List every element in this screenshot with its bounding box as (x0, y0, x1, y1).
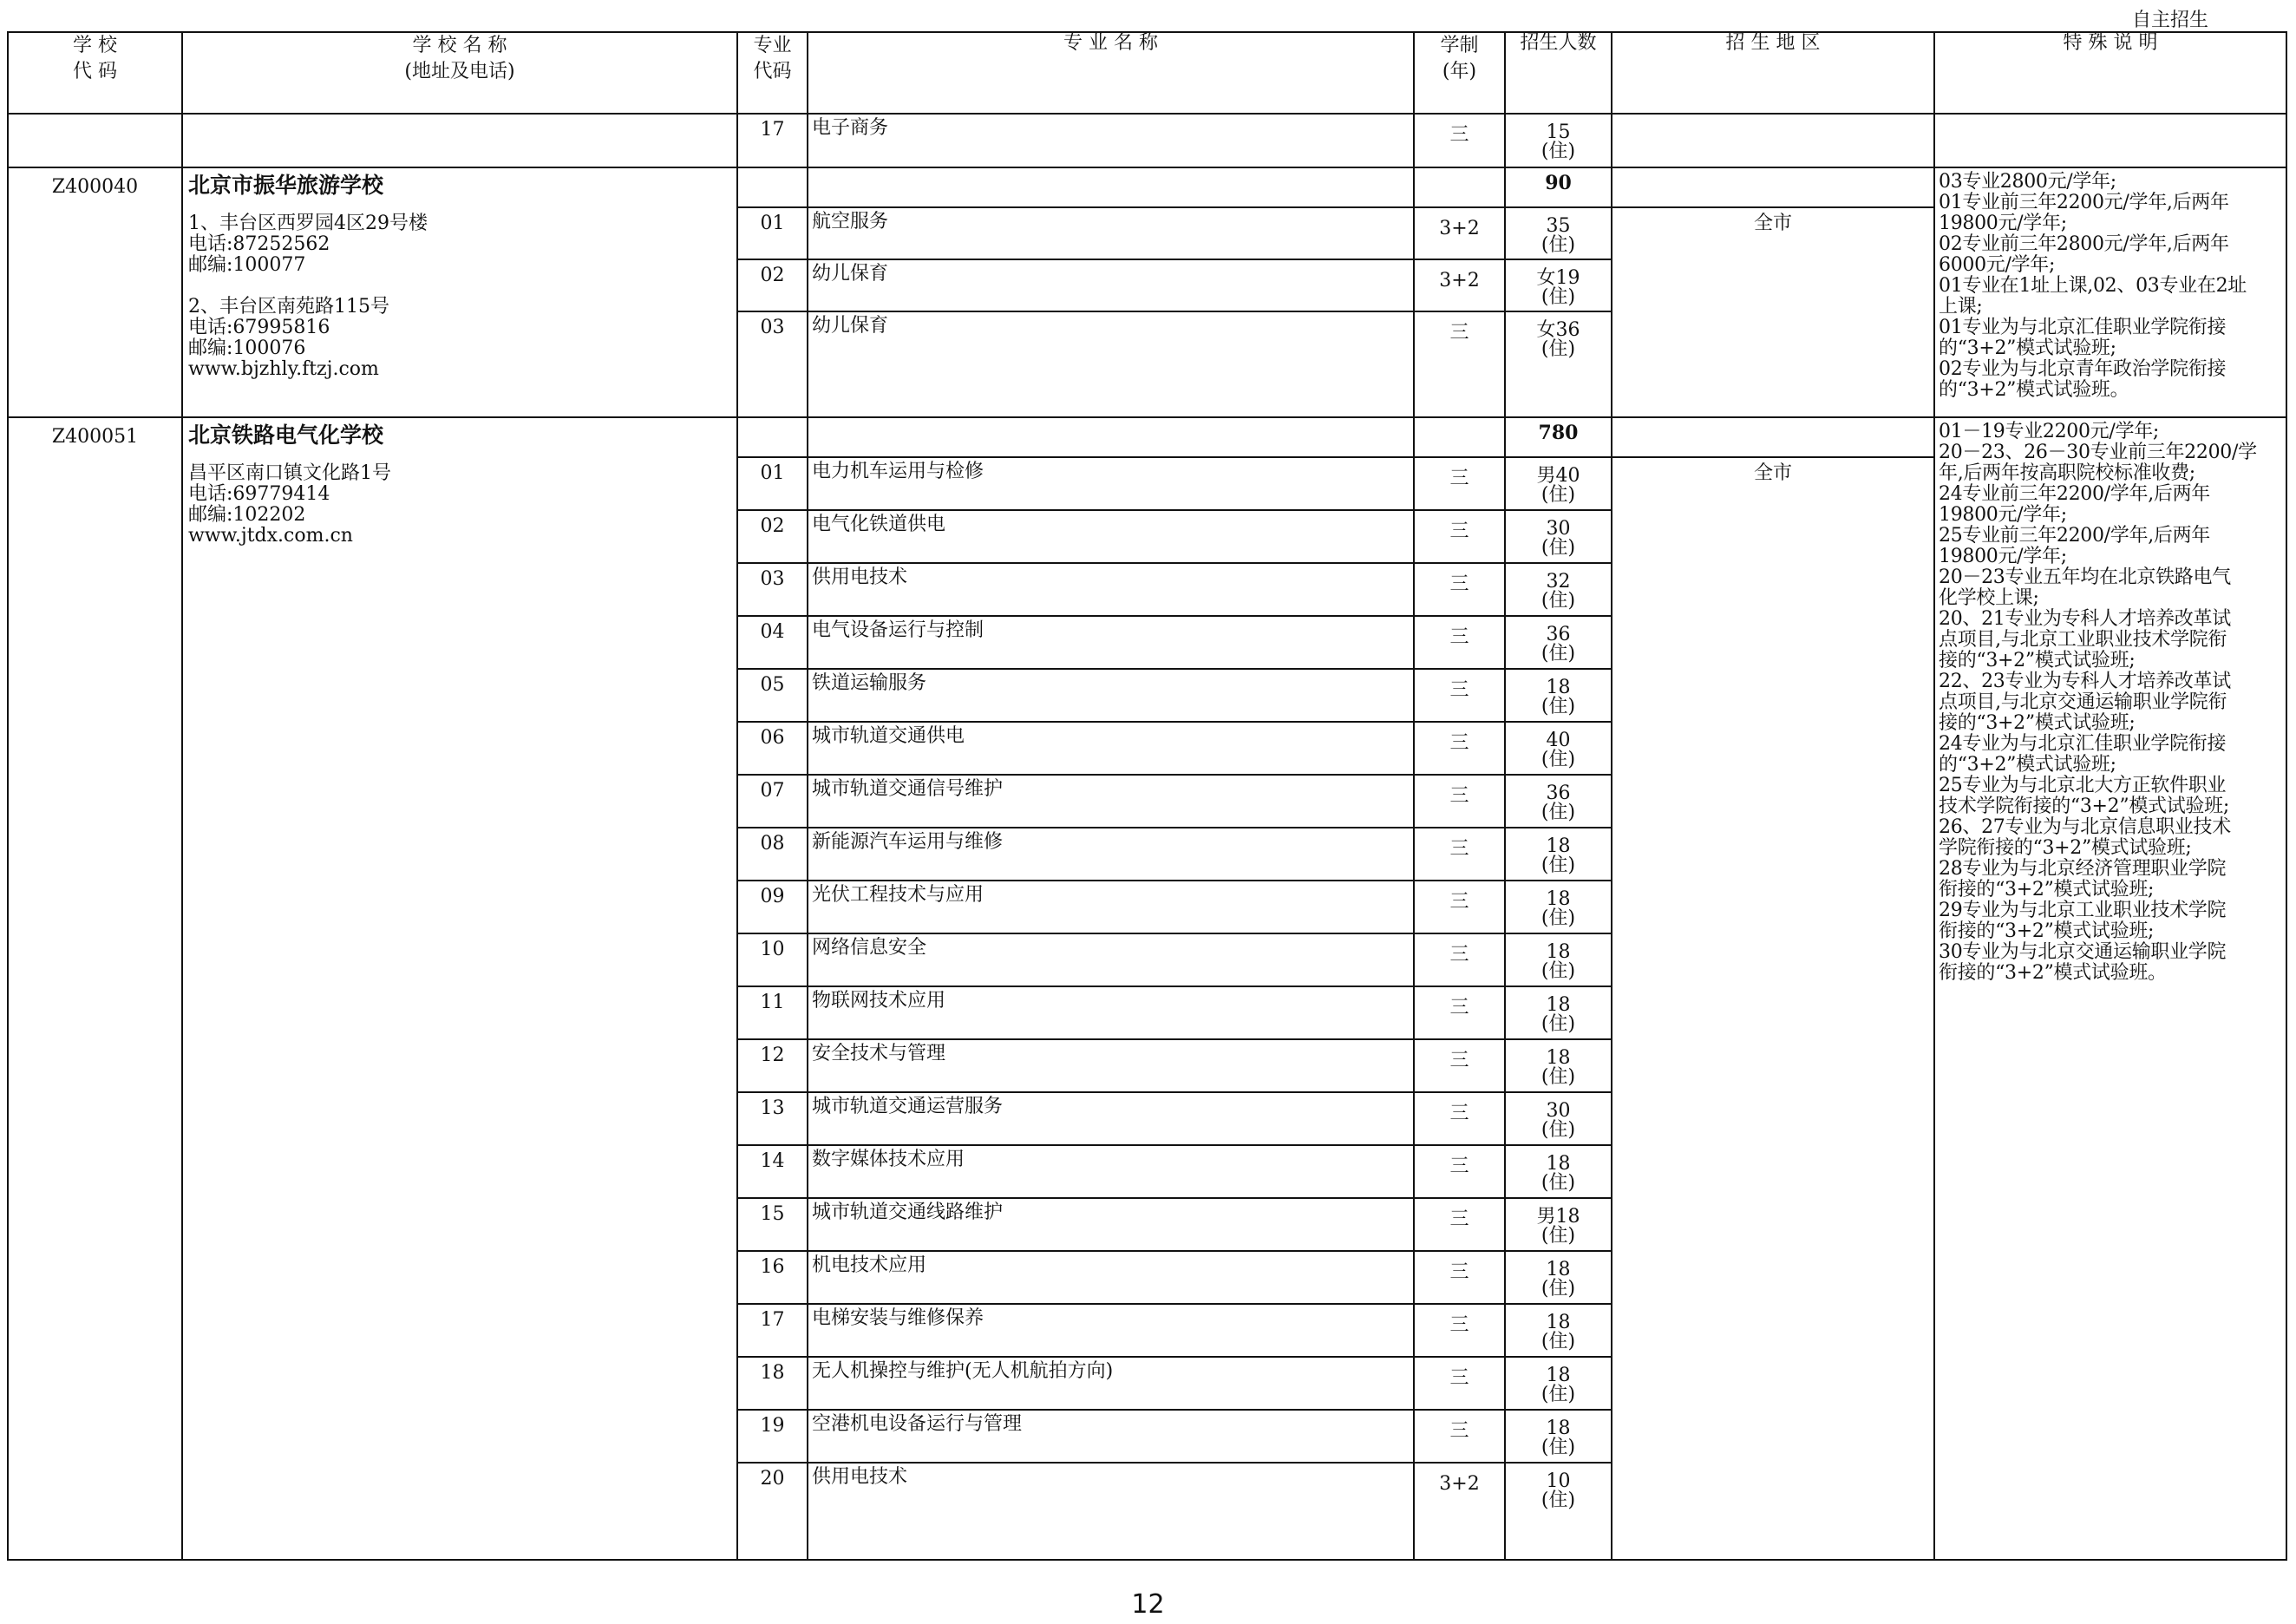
remark-line: 01专业前三年2200元/学年,后两年 (1939, 192, 2229, 213)
enrollment-count (1505, 457, 1612, 510)
count-value: 36 (1546, 783, 1571, 804)
enrollment-count (1505, 669, 1612, 722)
page-number: 12 (1131, 1589, 1165, 1620)
count-value: 18 (1546, 888, 1571, 910)
duration: 三 (1414, 669, 1505, 722)
remark-line: 25专业为与北京北大方正软件职业 (1939, 775, 2227, 796)
major-name: 无人机操控与维护(无人机航拍方向) (808, 1357, 1414, 1410)
duration: 三 (1414, 1304, 1505, 1357)
major-code: 01 (737, 457, 808, 510)
school-info (182, 167, 737, 417)
major-name: 铁道运输服务 (808, 669, 1414, 722)
carry-major-code: 17 (737, 114, 808, 167)
school-remarks (1934, 167, 2286, 417)
major-code: 12 (737, 1039, 808, 1092)
enrollment-count (1505, 1251, 1612, 1304)
enrollment-count (1505, 1357, 1612, 1410)
boarding-note: (住) (1540, 1278, 1576, 1300)
remark-line: 01专业为与北京汇佳职业学院衔接 (1939, 317, 2227, 338)
carry-region (1612, 114, 1934, 167)
major-name: 电梯安装与维修保养 (808, 1304, 1414, 1357)
boarding-note: (住) (1540, 286, 1576, 308)
total-major-code (737, 417, 808, 457)
major-name: 幼儿保育 (808, 259, 1414, 311)
enrollment-table (7, 31, 2287, 1561)
remark-line: 点项目,与北京工业职业技术学院衔 (1939, 629, 2227, 651)
duration: 三 (1414, 563, 1505, 616)
major-code: 06 (737, 722, 808, 775)
carry-school-name (182, 114, 737, 167)
remark-line: 的“3+2”模式试验班; (1939, 754, 2116, 776)
remark-line: 01－19专业2200元/学年; (1939, 421, 2160, 442)
boarding-note: (住) (1540, 749, 1576, 770)
major-name: 光伏工程技术与应用 (808, 881, 1414, 933)
remark-line: 20、21专业为专科人才培养改革试 (1939, 608, 2231, 630)
major-code: 18 (737, 1357, 808, 1410)
remark-line: 6000元/学年; (1939, 254, 2056, 276)
major-name: 供用电技术 (808, 563, 1414, 616)
major-code: 19 (737, 1410, 808, 1463)
boarding-note: (住) (1540, 907, 1576, 929)
school-address-line: 电话:69779414 (188, 483, 330, 505)
enrollment-count (1505, 616, 1612, 669)
enrollment-count (1505, 828, 1612, 881)
major-name: 空港机电设备运行与管理 (808, 1410, 1414, 1463)
duration: 3+2 (1414, 259, 1505, 311)
school-address-line: www.jtdx.com.cn (188, 525, 353, 547)
major-name: 电力机车运用与检修 (808, 457, 1414, 510)
enrollment-count (1505, 881, 1612, 933)
major-code: 20 (737, 1463, 808, 1560)
remark-line: 年,后两年按高职院校标准收费; (1939, 462, 2195, 484)
count-value: 30 (1546, 1100, 1571, 1122)
boarding-note: (住) (1540, 1331, 1576, 1352)
school-address-line: 电话:67995816 (188, 317, 330, 338)
enrollment-region: 全市 (1612, 457, 1934, 1560)
count-value: 女19 (1536, 267, 1580, 289)
header-school-code: 学 校 代 码 (8, 32, 182, 114)
enrollment-count (1505, 510, 1612, 563)
duration: 三 (1414, 1357, 1505, 1410)
total-region (1612, 417, 1934, 457)
count-value: 女36 (1536, 319, 1580, 341)
carry-row (8, 114, 2286, 167)
remark-line: 衔接的“3+2”模式试验班。 (1939, 962, 2167, 984)
boarding-note: (住) (1540, 1384, 1576, 1405)
boarding-note: (住) (1540, 1225, 1576, 1247)
header-row (8, 32, 2286, 114)
count-value: 男40 (1536, 465, 1580, 487)
count-value: 18 (1546, 677, 1571, 698)
total-count: 780 (1505, 417, 1612, 457)
remark-line: 衔接的“3+2”模式试验班; (1939, 920, 2155, 942)
boarding-note: (住) (1540, 1013, 1576, 1035)
total-region (1612, 167, 1934, 207)
remark-line: 02专业前三年2800元/学年,后两年 (1939, 233, 2229, 255)
total-major-name (808, 417, 1414, 457)
boarding-note: (住) (1540, 1119, 1576, 1141)
count-value: 18 (1546, 1153, 1571, 1175)
duration: 三 (1414, 1251, 1505, 1304)
remark-line: 20－23专业五年均在北京铁路电气 (1939, 566, 2231, 588)
major-name: 机电技术应用 (808, 1251, 1414, 1304)
remark-line: 26、27专业为与北京信息职业技术 (1939, 816, 2231, 838)
remark-line: 24专业前三年2200/学年,后两年 (1939, 483, 2210, 505)
remark-line: 29专业为与北京工业职业技术学院 (1939, 900, 2227, 921)
enrollment-count (1505, 1410, 1612, 1463)
major-name: 安全技术与管理 (808, 1039, 1414, 1092)
header-remarks: 特 殊 说 明 (1934, 32, 2286, 114)
enrollment-count (1505, 986, 1612, 1039)
major-name: 物联网技术应用 (808, 986, 1414, 1039)
major-code: 08 (737, 828, 808, 881)
count-value: 18 (1546, 1047, 1571, 1069)
major-name: 航空服务 (808, 207, 1414, 259)
enrollment-count (1505, 1092, 1612, 1145)
total-duration (1414, 417, 1505, 457)
remark-line: 上课; (1939, 296, 1983, 318)
duration: 三 (1414, 933, 1505, 986)
school-address-line: 昌平区南口镇文化路1号 (188, 462, 391, 484)
remark-line: 01专业在1址上课,02、03专业在2址 (1939, 275, 2247, 297)
duration: 三 (1414, 1410, 1505, 1463)
carry-major-name: 电子商务 (808, 114, 1414, 167)
duration: 3+2 (1414, 207, 1505, 259)
duration: 三 (1414, 1039, 1505, 1092)
remark-line: 30专业为与北京交通运输职业学院 (1939, 941, 2227, 963)
major-code: 17 (737, 1304, 808, 1357)
enrollment-count (1505, 1145, 1612, 1198)
remark-line: 点项目,与北京交通运输职业学院衔 (1939, 691, 2227, 713)
header-region: 招 生 地 区 (1612, 32, 1934, 114)
remark-line: 技术学院衔接的“3+2”模式试验班; (1939, 796, 2229, 817)
boarding-note: (住) (1540, 338, 1576, 360)
count-value: 10 (1546, 1470, 1571, 1492)
remark-line: 28专业为与北京经济管理职业学院 (1939, 858, 2227, 880)
boarding-note: (住) (1540, 855, 1576, 876)
duration: 三 (1414, 457, 1505, 510)
remark-line: 衔接的“3+2”模式试验班; (1939, 879, 2155, 900)
duration: 三 (1414, 828, 1505, 881)
count-value: 32 (1546, 571, 1571, 593)
duration: 3+2 (1414, 1463, 1505, 1560)
remark-line: 化学校上课; (1939, 587, 2039, 609)
enrollment-count (1505, 1198, 1612, 1251)
major-code: 02 (737, 259, 808, 311)
remark-line: 学院衔接的“3+2”模式试验班; (1939, 837, 2192, 859)
header-major-name: 专 业 名 称 (808, 32, 1414, 114)
remark-line: 19800元/学年; (1939, 504, 2067, 526)
school-name: 北京铁路电气化学校 (188, 422, 384, 448)
count-value: 18 (1546, 941, 1571, 963)
boarding-note: (住) (1540, 590, 1576, 612)
enrollment-count (1505, 775, 1612, 828)
major-name: 电气设备运行与控制 (808, 616, 1414, 669)
major-code: 10 (737, 933, 808, 986)
count-value: 35 (1546, 215, 1571, 237)
boarding-note: (住) (1540, 1172, 1576, 1194)
count-value: 18 (1546, 1259, 1571, 1280)
boarding-note: (住) (1540, 234, 1576, 256)
duration: 三 (1414, 881, 1505, 933)
major-code: 02 (737, 510, 808, 563)
major-name: 幼儿保育 (808, 311, 1414, 417)
total-count: 90 (1505, 167, 1612, 207)
major-code: 03 (737, 563, 808, 616)
enrollment-region: 全市 (1612, 207, 1934, 417)
school-name: 北京市振华旅游学校 (188, 173, 384, 198)
boarding-note: (住) (1540, 484, 1576, 506)
school-address-line: 邮编:102202 (188, 504, 306, 526)
major-code: 15 (737, 1198, 808, 1251)
school-address-line: 2、丰台区南苑路115号 (188, 296, 389, 318)
enrollment-count (1505, 1039, 1612, 1092)
enrollment-count (1505, 1463, 1612, 1560)
major-code: 13 (737, 1092, 808, 1145)
major-code: 01 (737, 207, 808, 259)
boarding-note: (住) (1540, 1437, 1576, 1458)
header-enrollment: 招生人数 (1505, 32, 1612, 114)
major-code: 04 (737, 616, 808, 669)
duration: 三 (1414, 1198, 1505, 1251)
boarding-note: (住) (1540, 643, 1576, 665)
boarding-note: (住) (1540, 696, 1576, 717)
major-name: 城市轨道交通线路维护 (808, 1198, 1414, 1251)
school-total-row (8, 167, 2286, 207)
school-address-line: 邮编:100076 (188, 337, 306, 359)
school-address-line: www.bjzhly.ftzj.com (188, 358, 379, 380)
total-major-name (808, 167, 1414, 207)
count-value: 36 (1546, 624, 1571, 645)
enrollment-count (1505, 563, 1612, 616)
major-name: 城市轨道交通运营服务 (808, 1092, 1414, 1145)
remark-line: 19800元/学年; (1939, 546, 2067, 567)
boarding-note: (住) (1540, 1066, 1576, 1088)
major-code: 07 (737, 775, 808, 828)
count-value: 18 (1546, 1418, 1571, 1439)
duration: 三 (1414, 1092, 1505, 1145)
remark-line: 接的“3+2”模式试验班; (1939, 650, 2136, 671)
school-code: Z400051 (8, 417, 182, 1560)
enrollment-count (1505, 722, 1612, 775)
count-value: 18 (1546, 1312, 1571, 1333)
major-code: 14 (737, 1145, 808, 1198)
count-value: 40 (1546, 730, 1571, 751)
duration: 三 (1414, 1145, 1505, 1198)
major-name: 城市轨道交通信号维护 (808, 775, 1414, 828)
major-name: 网络信息安全 (808, 933, 1414, 986)
remark-line: 的“3+2”模式试验班; (1939, 337, 2116, 359)
boarding-note: (住) (1540, 1490, 1576, 1511)
duration: 三 (1414, 510, 1505, 563)
major-code: 16 (737, 1251, 808, 1304)
total-duration (1414, 167, 1505, 207)
major-name: 电气化铁道供电 (808, 510, 1414, 563)
carry-count: 15 (住) (1505, 114, 1612, 167)
duration: 三 (1414, 311, 1505, 417)
carry-school-code (8, 114, 182, 167)
count-value: 男18 (1536, 1206, 1580, 1228)
count-value: 30 (1546, 518, 1571, 540)
boarding-note: (住) (1540, 802, 1576, 823)
remark-line: 接的“3+2”模式试验班; (1939, 712, 2136, 734)
remark-line: 19800元/学年; (1939, 213, 2067, 234)
major-code: 03 (737, 311, 808, 417)
boarding-note: (住) (1540, 960, 1576, 982)
duration: 三 (1414, 775, 1505, 828)
school-address-line: 1、丰台区西罗园4区29号楼 (188, 213, 428, 234)
enrollment-count (1505, 259, 1612, 311)
school-address-line: 邮编:100077 (188, 254, 306, 276)
school-address-line: 电话:87252562 (188, 233, 330, 255)
major-code: 05 (737, 669, 808, 722)
school-remarks (1934, 417, 2286, 1560)
duration: 三 (1414, 986, 1505, 1039)
major-code: 09 (737, 881, 808, 933)
remark-line: 02专业为与北京青年政治学院衔接 (1939, 358, 2227, 380)
boarding-note: (住) (1540, 537, 1576, 559)
major-name: 城市轨道交通供电 (808, 722, 1414, 775)
header-school-name: 学 校 名 称 (地址及电话) (182, 32, 737, 114)
total-major-code (737, 167, 808, 207)
remark-line: 24专业为与北京汇佳职业学院衔接 (1939, 733, 2227, 755)
school-info (182, 417, 737, 1560)
duration: 三 (1414, 616, 1505, 669)
enrollment-count (1505, 933, 1612, 986)
school-code: Z400040 (8, 167, 182, 417)
header-major-code: 专业 代码 (737, 32, 808, 114)
major-name: 新能源汽车运用与维修 (808, 828, 1414, 881)
carry-remarks (1934, 114, 2286, 167)
enrollment-count (1505, 207, 1612, 259)
remark-line: 的“3+2”模式试验班。 (1939, 379, 2129, 401)
carry-duration: 三 (1414, 114, 1505, 167)
address-gap (188, 276, 731, 297)
remark-line: 25专业前三年2200/学年,后两年 (1939, 525, 2210, 547)
major-name: 供用电技术 (808, 1463, 1414, 1560)
count-value: 18 (1546, 835, 1571, 857)
duration: 三 (1414, 722, 1505, 775)
enrollment-count (1505, 311, 1612, 417)
header-duration: 学制 (年) (1414, 32, 1505, 114)
remark-line: 20－23、26－30专业前三年2200/学 (1939, 442, 2257, 463)
top-note: 自主招生 (2132, 10, 2209, 31)
count-value: 18 (1546, 1365, 1571, 1386)
remark-line: 03专业2800元/学年; (1939, 171, 2116, 193)
school-total-row (8, 417, 2286, 457)
count-value: 18 (1546, 994, 1571, 1016)
major-name: 数字媒体技术应用 (808, 1145, 1414, 1198)
major-code: 11 (737, 986, 808, 1039)
enrollment-count (1505, 1304, 1612, 1357)
remark-line: 22、23专业为专科人才培养改革试 (1939, 671, 2231, 692)
